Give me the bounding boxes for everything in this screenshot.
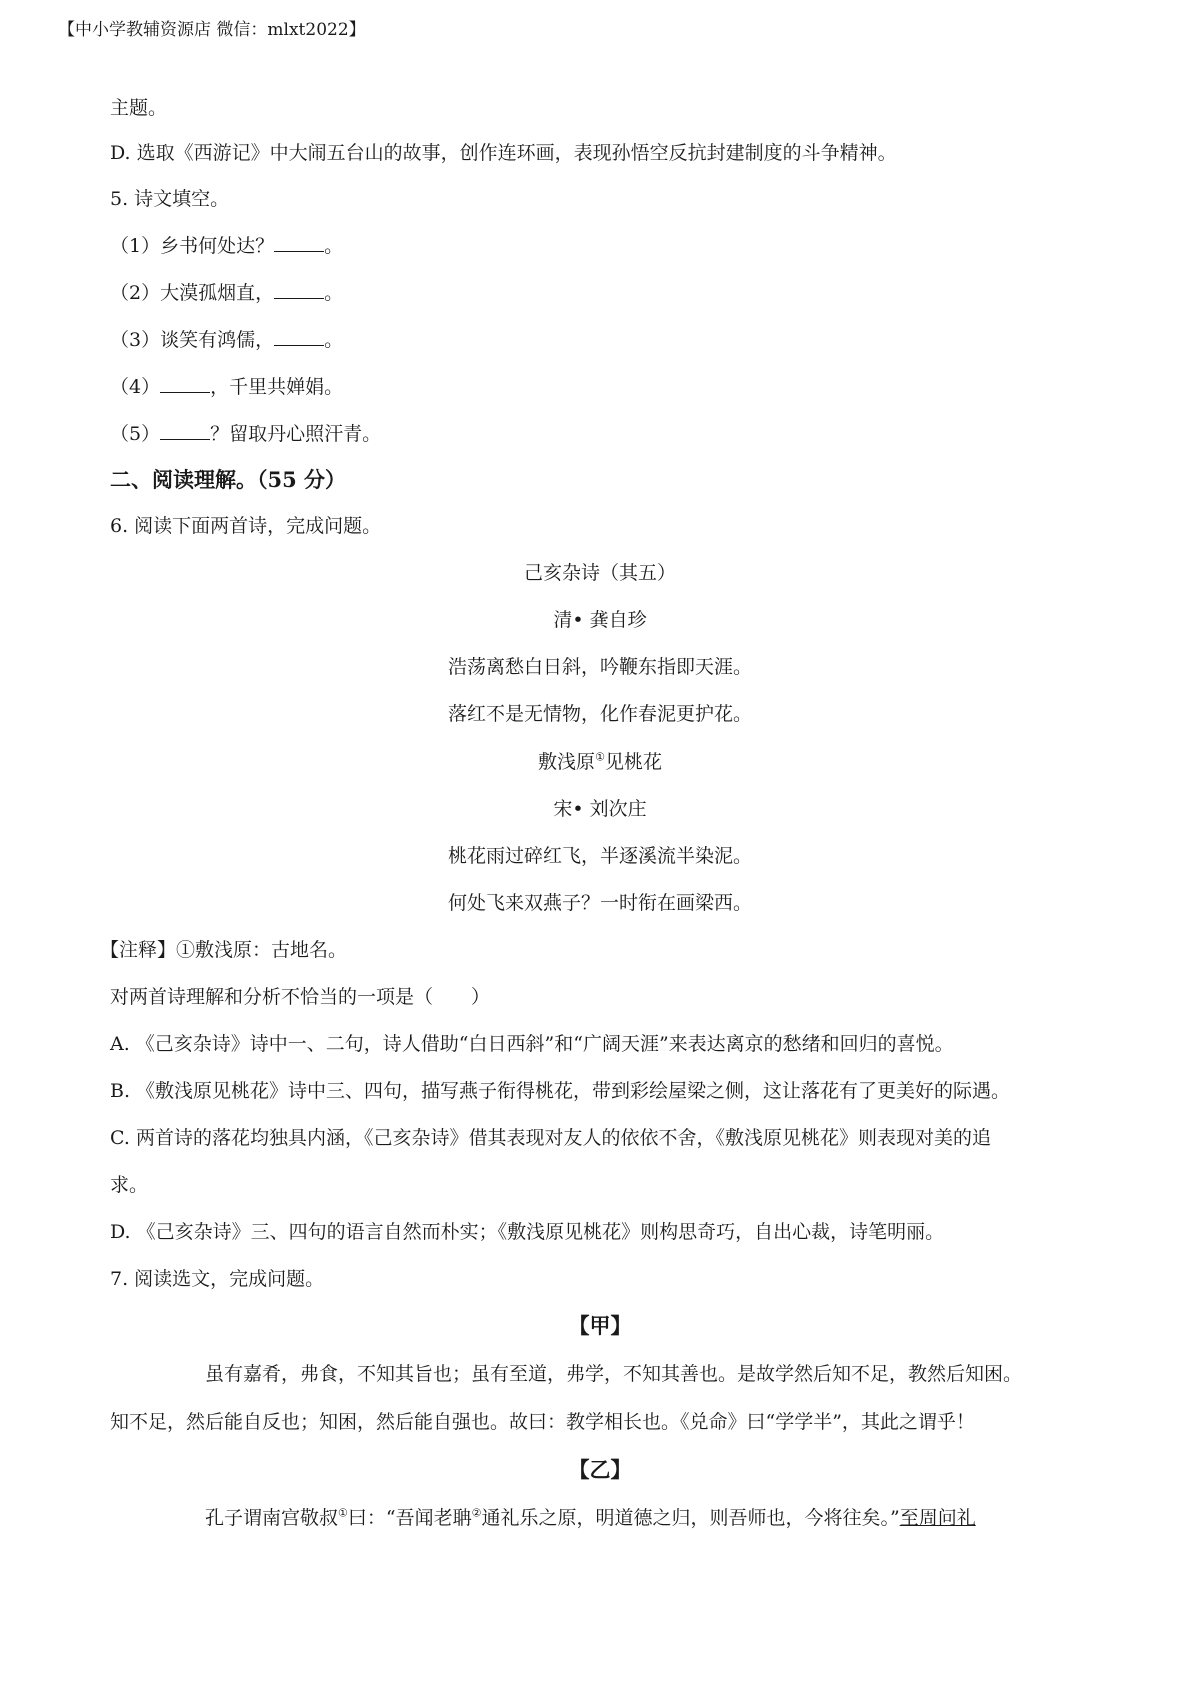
poem1-title: 己亥杂诗（其五） — [523, 562, 676, 584]
footnote-marker: ① — [595, 750, 605, 764]
poem2-title — [0, 749, 1200, 775]
q6-option-c: C. 两首诗的落花均独具内涵，《己亥杂诗》借其表现对友人的依依不舍，《敷浅原见桃花》则表现对美的追 — [110, 1127, 991, 1149]
q5-item — [110, 421, 381, 447]
passage-jia-line: 虽有嘉肴，弗食，不知其旨也；虽有至道，弗学，不知其善也。是故学然后知不足，教然后知困。 — [205, 1363, 1023, 1385]
q6-question: 对两首诗理解和分析不恰当的一项是（ ） — [110, 986, 491, 1008]
passage-yi-text: 曰：“吾闻老聃 — [347, 1507, 472, 1529]
poem1-author: 清• 龚自珍 — [553, 609, 647, 631]
q5-item-pre: （4） — [110, 376, 161, 398]
q6-option-a: A. 《己亥杂诗》诗中一、二句，诗人借助“白日西斜”和“广阔天涯”来表达离京的愁绪和回归的喜悦。 — [110, 1033, 954, 1055]
answer-blank — [274, 280, 324, 299]
q5-item — [110, 233, 343, 259]
q6-title: 6. 阅读下面两首诗，完成问题。 — [110, 515, 382, 537]
answer-blank — [160, 421, 210, 440]
watermark: 【中小学教辅资源店 微信：mlxt2022】 — [58, 20, 366, 40]
q5-item-post: ？留取丹心照汗青。 — [210, 423, 382, 445]
q5-item — [110, 280, 343, 306]
poem1-line: 落红不是无情物，化作春泥更护花。 — [447, 703, 752, 725]
poem2-line: 桃花雨过碎红飞，半逐溪流半染泥。 — [447, 845, 752, 867]
section-heading: 二、阅读理解。（55 分） — [110, 467, 347, 492]
footnote-marker: ② — [471, 1506, 482, 1520]
passage-yi-line — [205, 1505, 976, 1531]
q5-item-post: 。 — [324, 329, 344, 351]
q5-item — [110, 327, 343, 353]
q4-option-d: D. 选取《西游记》中大闹五台山的故事，创作连环画，表现孙悟空反抗封建制度的斗争精神。 — [110, 142, 897, 164]
passage-jia-line: 知不足，然后能自反也；知困，然后能自强也。故曰：教学相长也。《兑命》曰“学学半”，其此之谓乎！ — [110, 1411, 975, 1433]
poem1-line: 浩荡离愁白日斜，吟鞭东指即天涯。 — [447, 656, 752, 678]
q5-item-pre: （5） — [110, 423, 161, 445]
passage-yi-text: 孔子谓南宫敬叔 — [205, 1507, 339, 1529]
answer-blank — [274, 327, 324, 346]
q5-item-post: 。 — [324, 282, 344, 304]
q7-title: 7. 阅读选文，完成问题。 — [110, 1268, 325, 1290]
q5-item-pre: （2）大漠孤烟直， — [110, 282, 275, 304]
q5-item-pre: （1）乡书何处达？ — [110, 235, 275, 257]
footnote-marker: ① — [338, 1506, 348, 1520]
q6-option-d: D. 《己亥杂诗》三、四句的语言自然而朴实；《敷浅原见桃花》则构思奇巧，自出心裁，诗笔明丽。 — [110, 1221, 945, 1243]
q4-tail: 主题。 — [110, 97, 168, 119]
poem2-title-b: 见桃花 — [604, 751, 662, 773]
q5-title: 5. 诗文填空。 — [110, 188, 230, 210]
poem-note: 【注释】①敷浅原：古地名。 — [100, 939, 348, 961]
passage-yi-label: 【乙】 — [568, 1457, 632, 1482]
q5-item-pre: （3）谈笑有鸿儒， — [110, 329, 275, 351]
q6-option-c-cont: 求。 — [110, 1174, 149, 1196]
q5-item-post: 。 — [324, 235, 344, 257]
passage-jia-label: 【甲】 — [568, 1313, 632, 1338]
poem2-line: 何处飞来双燕子？一时衔在画梁西。 — [447, 892, 752, 914]
q5-item — [110, 374, 343, 400]
passage-yi-text: 通礼乐之原，明道德之归，则吾师也，今将往矣。” — [481, 1507, 900, 1529]
underlined-phrase: 至周问礼 — [899, 1507, 976, 1529]
q6-option-b: B. 《敷浅原见桃花》诗中三、四句，描写燕子衔得桃花，带到彩绘屋梁之侧，这让落花有了更美好的际遇。 — [110, 1080, 1011, 1102]
q5-item-post: ，千里共婵娟。 — [210, 376, 344, 398]
poem2-title-a: 敷浅原 — [538, 751, 596, 773]
answer-blank — [274, 233, 324, 252]
answer-blank — [160, 374, 210, 393]
poem2-author: 宋• 刘次庄 — [553, 798, 647, 820]
